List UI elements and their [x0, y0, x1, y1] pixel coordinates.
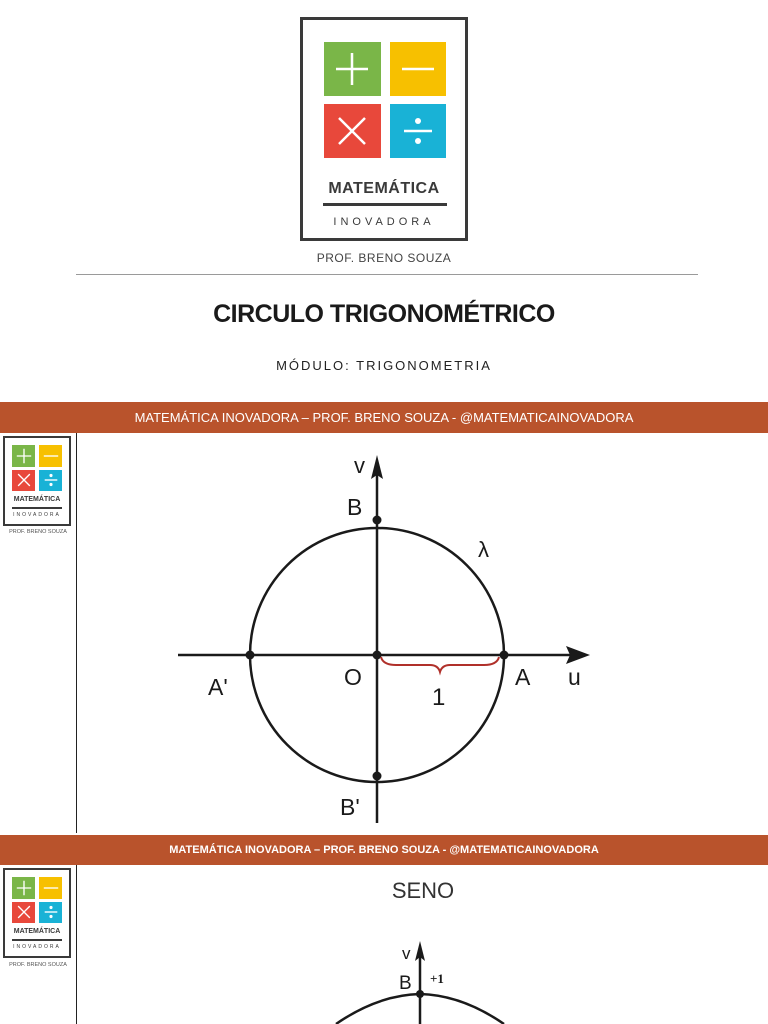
logo-wordmark: MATEMÁTICA — [13, 496, 61, 503]
point-a-prime — [246, 651, 255, 660]
logo-tiles — [12, 877, 62, 923]
logo-rule — [12, 507, 62, 509]
label-b-prime: B' — [340, 794, 360, 820]
logo-wordmark: MATEMÁTICA — [328, 180, 440, 197]
divide-icon — [39, 902, 62, 924]
divide-icon — [39, 470, 62, 492]
logo-tiles — [324, 42, 446, 158]
label-a: A — [515, 664, 531, 690]
slide-banner: MATEMÁTICA INOVADORA – PROF. BRENO SOUZA - @MATEMATICAINOVADORA — [0, 835, 768, 865]
label-plus-one: +1 — [430, 971, 444, 986]
cover-prof: PROF. BRENO SOUZA — [316, 251, 452, 265]
divide-icon — [390, 104, 447, 158]
seno-title: SENO — [391, 878, 455, 903]
point-b-prime — [373, 772, 382, 781]
label-v: v — [354, 453, 365, 478]
cover-subtitle: MÓDULO: TRIGONOMETRIA — [276, 358, 492, 373]
seno-diagram — [78, 865, 768, 1024]
label-b: B — [347, 494, 363, 520]
minus-icon — [39, 445, 62, 467]
label-v: v — [402, 944, 411, 963]
label-lambda: λ — [478, 537, 489, 562]
times-icon — [12, 470, 35, 492]
logo-rule — [12, 939, 62, 941]
logo-subtitle: INOVADORA — [13, 944, 61, 950]
logo-tiles — [12, 445, 62, 491]
times-icon — [12, 902, 35, 924]
point-b — [416, 990, 424, 998]
label-o: O — [344, 664, 362, 690]
side-prof: PROF. BRENO SOUZA — [9, 529, 67, 535]
side-logo — [3, 868, 71, 958]
minus-icon — [39, 877, 62, 899]
side-logo — [3, 436, 71, 526]
cover-divider — [76, 274, 698, 275]
point-b — [373, 516, 382, 525]
side-divider — [76, 865, 77, 1024]
plus-icon — [324, 42, 381, 96]
plus-icon — [12, 877, 35, 899]
trig-circle-diagram — [78, 433, 768, 833]
logo-subtitle: INOVADORA — [13, 512, 61, 518]
point-a — [500, 651, 509, 660]
logo-subtitle: INOVADORA — [333, 216, 435, 228]
radius-brace — [381, 657, 499, 672]
plus-icon — [12, 445, 35, 467]
times-icon — [324, 104, 381, 158]
cover-title: CIRCULO TRIGONOMÉTRICO — [213, 300, 555, 328]
minus-icon — [390, 42, 447, 96]
slide-banner: MATEMÁTICA INOVADORA – PROF. BRENO SOUZA - @MATEMATICAINOVADORA — [0, 402, 768, 433]
logo-wordmark: MATEMÁTICA — [13, 928, 61, 935]
logo-rule — [323, 203, 447, 206]
label-a-prime: A' — [208, 674, 228, 700]
point-o — [373, 651, 382, 660]
side-divider — [76, 433, 77, 833]
side-prof: PROF. BRENO SOUZA — [9, 962, 67, 968]
label-b: B — [399, 973, 412, 994]
cover-logo — [300, 17, 468, 241]
label-u: u — [568, 664, 581, 690]
label-radius: 1 — [432, 684, 446, 711]
